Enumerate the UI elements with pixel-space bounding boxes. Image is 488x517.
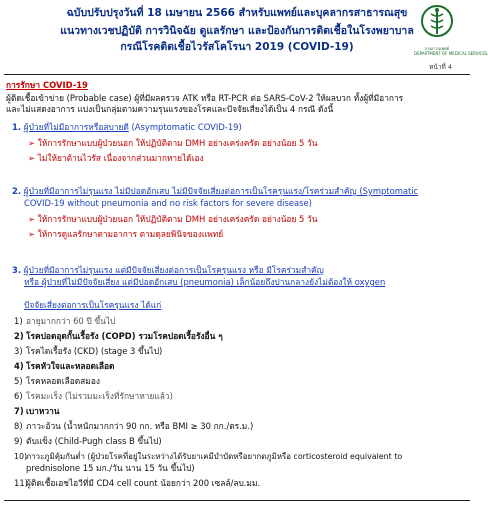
caduceus-logo-icon: [420, 4, 454, 42]
risk-factor-item: 3) โรคไตเรื้อรัง (CKD) (stage 3 ขึ้นไป): [14, 346, 163, 356]
case-2-number: 2.: [12, 186, 22, 196]
case-1-number: 1.: [12, 122, 22, 132]
intro-line-1: ผู้ติดเชื้อเข้าข่าย (Probable case) ผู้ที่มีผลตรวจ ATK หรือ RT-PCR ต่อ SARS-CoV-2 ให้ผลบวก ทั้งผู้ที่มีอาการ: [6, 93, 404, 103]
risk-factor-item: 4) โรคหัวใจและหลอดเลือด: [14, 361, 115, 371]
arrow-bullet-icon: ➢: [28, 138, 38, 148]
risk-factor-item: 2) โรคปอดอุดกั้นเรื้อรัง (COPD) รวมโรคปอดเรื้อรังอื่น ๆ: [14, 331, 223, 341]
guideline-subtitle: กรณีโรคติดเชื้อไวรัสโคโรนา 2019 (COVID-19): [120, 41, 354, 53]
risk-factor-item: 11)ผู้ติดเชื้อเอชไอวีที่มี CD4 cell count น้อยกว่า 200 เซลล์/ลบ.มม.: [14, 478, 261, 488]
risk-factor-item: 5) โรคหลอดเลือดสมอง: [14, 376, 100, 386]
case-3-heading-line-1: 3. ผู้ป่วยที่มีอาการไม่รุนแรง แต่มีปัจจัยเสี่ยงต่อการเป็นโรครุนแรง หรือ มีโรคร่วมสำคัญ: [12, 265, 324, 275]
risk-factors-title: ปัจจัยเสี่ยงต่อการเป็นโรครุนแรง ได้แก่: [24, 300, 162, 310]
case-1-bullet-2: ➢ ไม่ให้ยาต้านไวรัส เนื่องจากส่วนมากหายได้เอง: [28, 153, 204, 163]
risk-factor-item: 7) เบาหวาน: [14, 406, 60, 416]
section-title: การรักษา COVID-19: [6, 80, 88, 90]
risk-factor-item: 8) ภาวะอ้วน (น้ำหนักมากกว่า 90 กก. หรือ BMI ≥ 30 กก./ตร.ม.): [14, 421, 254, 431]
guideline-title: แนวทางเวชปฏิบัติ การวินิจฉัย ดูแลรักษา และป้องกันการติดเชื้อในโรงพยาบาล: [60, 25, 414, 37]
risk-factor-item: 10)ภาวะภูมิคุ้มกันต่ำ (ผู้ป่วยโรคที่อยู่ในระหว่างได้รับยาเคมีบำบัดหรือยากดภูมิหรือ corticosteroid equivalent to: [14, 452, 403, 461]
case-3-number: 3.: [12, 265, 22, 275]
risk-factor-item-continued: prednisolone 15 มก./วัน นาน 15 วัน ขึ้นไป): [26, 463, 195, 473]
header-divider: [4, 74, 470, 75]
case-2-heading-line-2: COVID-19 without pneumonia and no risk factors for severe disease): [24, 198, 312, 208]
risk-factor-item: 9) ตับแข็ง (Child-Pugh class B ขึ้นไป): [14, 436, 162, 446]
page-number: หน้าที่ 4: [429, 63, 452, 71]
case-1-title: ผู้ป่วยที่ไม่มีอาการหรือสบายดี: [23, 122, 129, 132]
case-1-heading: [12, 122, 242, 133]
arrow-bullet-icon: ➢: [28, 153, 38, 163]
department-logo: [414, 4, 488, 56]
case-1-bullet-1: ➢ ให้การรักษาแบบผู้ป่วยนอก ให้ปฏิบัติตาม DMH อย่างเคร่งครัด อย่างน้อย 5 วัน: [28, 138, 318, 148]
intro-line-2: และไม่แสดงอาการ แบ่งเป็นกลุ่มตามความรุนแรงของโรคและปัจจัยเสี่ยงได้เป็น 4 กรณี ดังนี้: [6, 104, 334, 114]
risk-factor-item: 1) อายุมากกว่า 60 ปี ขึ้นไป: [14, 316, 116, 326]
case-3-heading-line-2: หรือ ผู้ป่วยที่ไม่มีปัจจัยเสี่ยง แต่มีปอดอักเสบ (pneumonia) เล็กน้อยถึงปานกลางยังไม่ต้องให้ oxygen: [24, 277, 386, 287]
arrow-bullet-icon: ➢: [28, 229, 38, 239]
risk-factor-item: 6) โรคมะเร็ง (ไม่รวมมะเร็งที่รักษาหายแล้ว): [14, 391, 173, 401]
case-2-heading-line-1: 2. ผู้ป่วยที่มีอาการไม่รุนแรง ไม่มีปอดอักเสบ ไม่มีปัจจัยเสี่ยงต่อการเป็นโรครุนแรง/โรคร่วมสำคัญ (Symptomatic: [12, 186, 419, 196]
revision-line: ฉบับปรับปรุงวันที่ 18 เมษายน 2566 สำหรับแพทย์และบุคลากรสาธารณสุข: [66, 7, 408, 19]
case-1-title-en: (Asymptomatic COVID-19): [131, 122, 242, 132]
arrow-bullet-icon: ➢: [28, 214, 38, 224]
case-2-bullet-2: ➢ ให้การดูแลรักษาตามอาการ ตามดุลยพินิจของแพทย์: [28, 229, 224, 239]
footer-divider: [4, 500, 470, 501]
case-2-bullet-1: ➢ ให้การรักษาแบบผู้ป่วยนอก ให้ปฏิบัติตาม DMH อย่างเคร่งครัด อย่างน้อย 5 วัน: [28, 214, 318, 224]
logo-caption-th: กรมการแพทย์: [424, 46, 450, 51]
logo-caption-en: DEPARTMENT OF MEDICAL SERVICES: [414, 51, 488, 56]
